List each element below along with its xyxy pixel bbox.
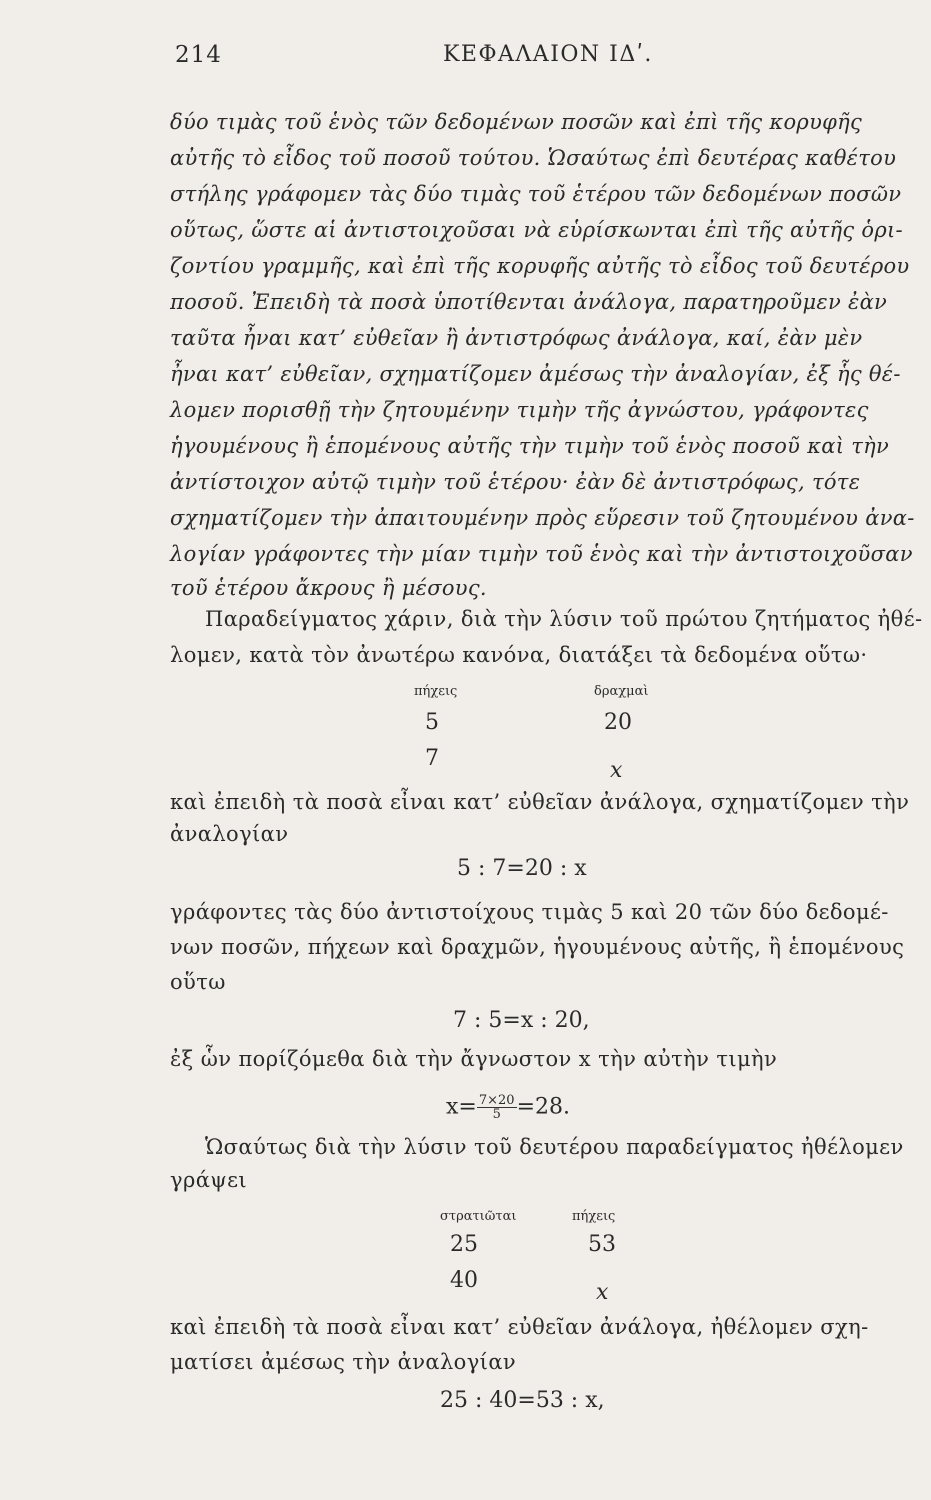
italic-line: ζοντίου γραμμῆς, καὶ ἐπὶ τῆς κορυφῆς αὐτῆς τὸ εἶδος τοῦ δευτέρου [170,254,910,278]
column-label-pecheis: πήχεις [572,1209,616,1224]
column-label-stratiotai: στρατιῶται [440,1209,517,1224]
italic-line: στήλης γράφομεν τὰς δύο τιμὰς τοῦ ἑτέρου τῶν δεδομένων ποσῶν [170,182,902,206]
running-title: ΚΕΦΑΛΑΙΟΝ ΙΔʹ. [443,42,653,67]
italic-line: ἡγουμένους ἢ ἑπομένους αὐτῆς τὴν τιμὴν τοῦ ἑνὸς ποσοῦ καὶ τὴν [170,434,890,458]
proportion-equation: 5 : 7=20 : x [457,856,587,881]
example1-text-line: οὕτω [170,970,226,994]
page-number: 214 [175,42,222,68]
italic-line: οὕτως, ὥστε αἱ ἀντιστοιχοῦσαι νὰ εὑρίσκωνται ἐπὶ τῆς αὐτῆς ὁρι- [170,218,903,242]
italic-line: λομεν πορισθῇ τὴν ζητουμένην τιμὴν τῆς ἀγνώστου, γράφοντες [170,398,869,422]
italic-line: ποσοῦ. Ἐπειδὴ τὰ ποσὰ ὑποτίθενται ἀνάλογα, παρατηροῦμεν ἐὰν [170,290,888,314]
italic-line: ἦναι κατ’ εὐθεῖαν, σχηματίζομεν ἀμέσως τὴν ἀναλογίαν, ἐξ ἧς θέ- [170,362,901,386]
table-value: 7 [425,746,439,771]
result-rhs: =28. [516,1094,570,1120]
italic-line: ταῦτα ἦναι κατ’ εὐθεῖαν ἢ ἀντιστρόφως ἀνάλογα, καί, ἐὰν μὲν [170,326,863,350]
example2-intro-line: Ὡσαύτως διὰ τὴν λύσιν τοῦ δευτέρου παραδείγματος ἠθέλομεν [205,1135,904,1159]
italic-line: λογίαν γράφοντες τὴν μίαν τιμὴν τοῦ ἑνὸς καὶ τὴν ἀντιστοιχοῦσαν [170,542,913,566]
column-label-drachmai: δραχμαὶ [594,684,649,699]
example2-text-line: καὶ ἐπειδὴ τὰ ποσὰ εἶναι κατ’ εὐθεῖαν ἀνάλογα, ἠθέλομεν σχη- [170,1315,869,1339]
example1-text-line: γράφοντες τὰς δύο ἀντιστοίχους τιμὰς 5 καὶ 20 τῶν δύο δεδομέ- [170,900,889,924]
italic-line: σχηματίζομεν τὴν ἀπαιτουμένην πρὸς εὕρεσιν τοῦ ζητουμένου ἀνα- [170,506,915,530]
result-equation [446,1094,570,1121]
italic-line: αὐτῆς τὸ εἶδος τοῦ ποσοῦ τούτου. Ὡσαύτως ἐπὶ δευτέρας καθέτου [170,146,897,170]
result-fraction [477,1094,517,1121]
fraction-numerator: 7×20 [478,1093,515,1108]
table-value: 20 [604,710,632,735]
table-value-unknown: x [596,1280,609,1305]
italic-line: τοῦ ἑτέρου ἄκρους ἢ μέσους. [170,576,487,600]
example2-text-line: ματίσει ἀμέσως τὴν ἀναλογίαν [170,1350,517,1374]
table-value-unknown: x [610,758,623,783]
proportion-equation: 7 : 5=x : 20, [453,1008,590,1033]
italic-line: ἀντίστοιχον αὐτῷ τιμὴν τοῦ ἑτέρου· ἐὰν δὲ ἀντιστρόφως, τότε [170,470,861,494]
example1-intro-line: Παραδείγματος χάριν, διὰ τὴν λύσιν τοῦ πρώτου ζητήματος ἠθέ- [205,607,923,631]
table-value: 53 [588,1232,616,1257]
example1-intro-line: λομεν, κατὰ τὸν ἀνωτέρω κανόνα, διατάξει τὰ δεδομένα οὕτω· [170,643,868,667]
example1-text-line: νων ποσῶν, πήχεων καὶ δραχμῶν, ἡγουμένους αὐτῆς, ἢ ἑπομένους [170,935,905,959]
fraction-denominator: 5 [492,1107,501,1122]
result-lhs: x= [446,1094,477,1120]
example1-text-line: ἐξ ὧν πορίζόμεθα διὰ τὴν ἄγνωστον x τὴν αὐτὴν τιμὴν [170,1047,778,1071]
example1-text-line: καὶ ἐπειδὴ τὰ ποσὰ εἶναι κατ’ εὐθεῖαν ἀνάλογα, σχηματίζομεν τὴν [170,790,910,814]
table-value: 5 [425,710,439,735]
table-value: 40 [450,1268,478,1293]
proportion-equation: 25 : 40=53 : x, [440,1388,605,1413]
italic-line: δύο τιμὰς τοῦ ἑνὸς τῶν δεδομένων ποσῶν καὶ ἐπὶ τῆς κορυφῆς [170,110,863,134]
example2-intro-line: γράψει [170,1168,248,1192]
page-header [175,42,851,82]
example1-text-line: ἀναλογίαν [170,822,289,846]
table-value: 25 [450,1232,478,1257]
column-label-pecheis: πήχεις [414,684,458,699]
